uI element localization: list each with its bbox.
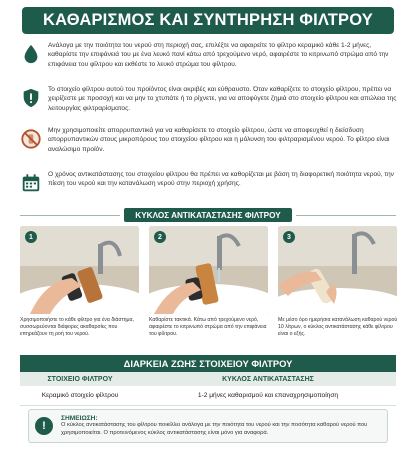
water-drop-icon [20,43,42,65]
step-2-caption: Καθαρίστε τακτικά. Κάτω από τρεχούμενο νερό, αφαιρέστε το κιτρινωπό στρώμα από την επιφάνεια του φίλτρου. [149,317,267,338]
note-content [61,415,387,437]
step-1-caption: Χρησιμοποιήστε το κάθε φίλτρο για ένα διάστημα, συσσωρεύονται διάφορες ακαθαρσίες που επηρεάζουν τη ροή του νερού. [20,317,134,338]
page-title: ΚΑΘΑΡΙΣΜΟΣ ΚΑΙ ΣΥΝΤΗΡΗΣΗ ΦΙΛΤΡΟΥ [22,7,394,34]
section-text: Ο χρόνος αντικατάστασης του στοιχείου φίλτρου θα πρέπει να καθορίζεται με βάση τη διαφορετική ποιότητα νερού, την πίεση του νερού και την κατανάλωση νερού στην περιοχή χρήσης. [48,171,394,188]
step-number: 3 [283,231,295,243]
step-2-illustration [149,226,268,314]
section-text: Ανάλογα με την ποιότητα του νερού στη περιοχή σας, επιλέξτε να αφαιρείτε το φίλτρο κεραμικό κάθε 1-2 μήνες, καθαρίστε την επιφάνειά του με ένα λευκό πανί κάτω από τρεχούμενο νερό, αφαιρέστε το κιτρινωπό στρώμα από την επιφάνεια του φίλτρου και εκθέστε το λευκό στρώμα του φίλτρου. [48,42,389,68]
step-3-image [278,226,397,314]
calendar-icon [20,172,42,194]
note-body: Ο κύκλος αντικατάστασης του φίλτρου ποικίλλει ανάλογα με την ποιότητα του νερού και την ποσότητα καθαρού νερού που χρησιμοποιείται. Ο προτεινόμενος κύκλος αντικατάστασης είναι μόνο για αναφορά. [61,421,368,436]
step-1-illustration [20,226,139,314]
table-cell: 1-2 μήνες καθαρισμού και επαναχρησιμοποίηση [197,392,339,399]
shield-warning-icon [20,87,42,109]
step-number: 2 [154,231,166,243]
info-section-fragile [20,85,400,113]
note-box [28,409,388,443]
column-header: ΚΥΚΛΟΣ ΑΝΤΙΚΑΤΑΣΤΑΣΗΣ [222,375,314,383]
info-section-replacement [20,170,400,194]
section-text: Το στοιχείο φίλτρου αυτού του προϊόντος είναι ακριβές και εύθραυστο. Όταν καθαρίζετε το στοιχείο φίλτρου, πρέπει να χειρίζεστε με προσοχή και να μην το χτυπάτε ή το ρίχνετε, για να αποφύγετε ζημιά στο στοιχείο φίλτρου και απώλεια της λειτουργίας φιλτραρίσματος. [48,86,397,112]
info-section-water [20,41,400,69]
step-2-image [149,226,268,314]
divider [20,215,120,216]
table-header-row [20,372,396,386]
filter-life-table [20,372,396,406]
info-section-detergent [20,126,400,154]
table-row [20,386,396,406]
divider [296,215,396,216]
note-title: ΣΗΜΕΙΩΣΗ: [61,414,98,422]
step-3-caption: Με μέσο όρο ημερήσια κατανάλωση καθαρού νερού 10 λίτρων, ο κύκλος αντικατάστασης κάθε φίλτρου είναι ο εξής. [278,317,398,338]
step-number: 1 [25,231,37,243]
step-3-illustration [278,226,397,314]
exclamation-icon: ! [35,417,53,435]
table-cell: Κεραμικό στοιχείο φίλτρου [41,392,119,399]
filter-life-heading: ΔΙΑΡΚΕΙΑ ΖΩΗΣ ΣΤΟΙΧΕΙΟΥ ΦΙΛΤΡΟΥ [20,355,396,372]
no-chemicals-icon [20,128,42,150]
cycle-heading: ΚΥΚΛΟΣ ΑΝΤΙΚΑΤΑΣΤΑΣΗΣ ΦΙΛΤΡΟΥ [124,208,292,222]
section-text: Μην χρησιμοποιείτε απορρυπαντικά για να καθαρίσετε το στοιχείο φίλτρου, ώστε να αποφευχθεί η διείσδυση απορρυπαντικών στους μικροπόρους του στοιχείου φίλτρου και η μόλυνση του φιλτραρισμένου νερού. Το φίλτρο είναι αναλώσιμο προϊόν. [48,127,390,153]
column-header: ΣΤΟΙΧΕΙΟ ΦΙΛΤΡΟΥ [47,375,113,383]
step-1-image [20,226,139,314]
